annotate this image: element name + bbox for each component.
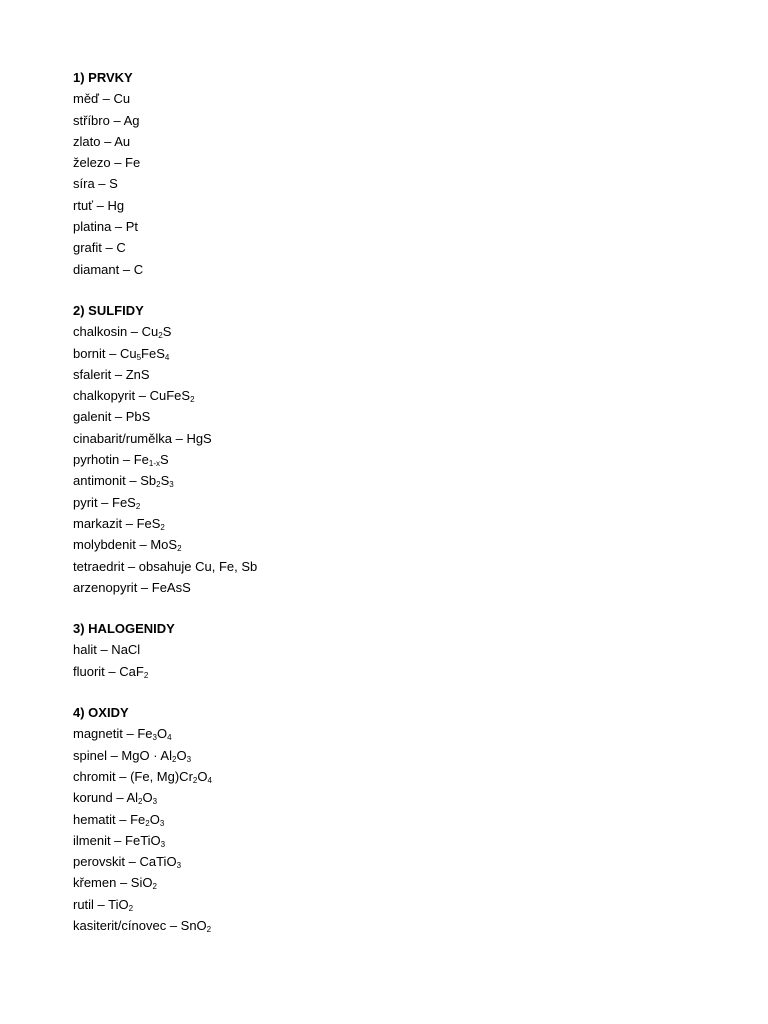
mineral-line: bornit – $Cu_5FeS_4$: [73, 345, 170, 362]
mineral-line: molybdenit – MoS$_2$: [73, 537, 182, 554]
mineral-line: pyrit – FeS$_2$: [73, 494, 141, 511]
mineral-line: grafit – C: [73, 240, 126, 256]
mineral-line: fluorit – CaF$_2$: [73, 663, 149, 680]
section-title: 4) OXIDY: [73, 705, 129, 721]
mineral-line: markazit – FeS$_2$: [73, 515, 165, 532]
mineral-line: křemen – SiO$_2$: [73, 875, 157, 892]
mineral-line: hematit – $Fe_2O_3$: [73, 811, 165, 828]
section-oxidy: [73, 702, 733, 936]
mineral-line: sfalerit – ZnS: [73, 366, 150, 382]
mineral-line: magnetit – $Fe_3O_4$: [73, 726, 172, 743]
mineral-line: chalkopyrit – CuFeS$_2$: [73, 388, 195, 405]
mineral-line: zlato – Au: [73, 133, 131, 149]
mineral-line: arzenopyrit – FeAsS: [73, 579, 191, 595]
mineral-line: pyrhotin – $Fe_{1-x}S$: [73, 452, 169, 469]
section-title: 1) PRVKY: [73, 70, 133, 85]
mineral-line: měď – Cu: [73, 91, 131, 107]
mineral-line: chalkosin – $Cu_2S$: [73, 324, 172, 341]
mineral-line: antimonit – $Sb_2S_3$: [73, 473, 174, 490]
mineral-line: cinabarit/rumělka – HgS: [73, 430, 212, 446]
mineral-line: platina – Pt: [73, 219, 139, 235]
section-halogenidy: [73, 618, 733, 682]
section-title: 2) SULFIDY: [73, 302, 144, 318]
mineral-line: síra – S: [73, 176, 118, 192]
mineral-line: železo – Fe: [73, 155, 141, 171]
mineral-line: korund – $Al_2O_3$: [73, 790, 158, 807]
mineral-line: diamant – C: [73, 261, 144, 277]
mineral-line: kasiterit/cínovec – SnO$_2$: [73, 917, 212, 934]
mineral-line: perovskit – CaTiO$_3$: [73, 854, 182, 871]
mineral-line: halit – NaCl: [73, 642, 141, 658]
mineral-line: stříbro – Ag: [73, 112, 140, 128]
section-sulfidy: [73, 300, 733, 598]
mineral-line: rtuť – Hg: [73, 197, 125, 213]
mineral-line: rutil – TiO$_2$: [73, 896, 134, 913]
section-title: 3) HALOGENIDY: [73, 621, 175, 637]
section-prvky: [73, 67, 733, 280]
document-page: [73, 67, 733, 956]
mineral-line: ilmenit – FeTiO$_3$: [73, 832, 166, 849]
mineral-line: galenit – PbS: [73, 409, 151, 425]
mineral-line: chromit – (Fe, $Mg)Cr_2O_4$: [73, 768, 212, 785]
mineral-line: spinel – MgO · $Al_2O_3$: [73, 747, 192, 764]
mineral-line: tetraedrit – obsahuje Cu, Fe, Sb: [73, 558, 258, 574]
